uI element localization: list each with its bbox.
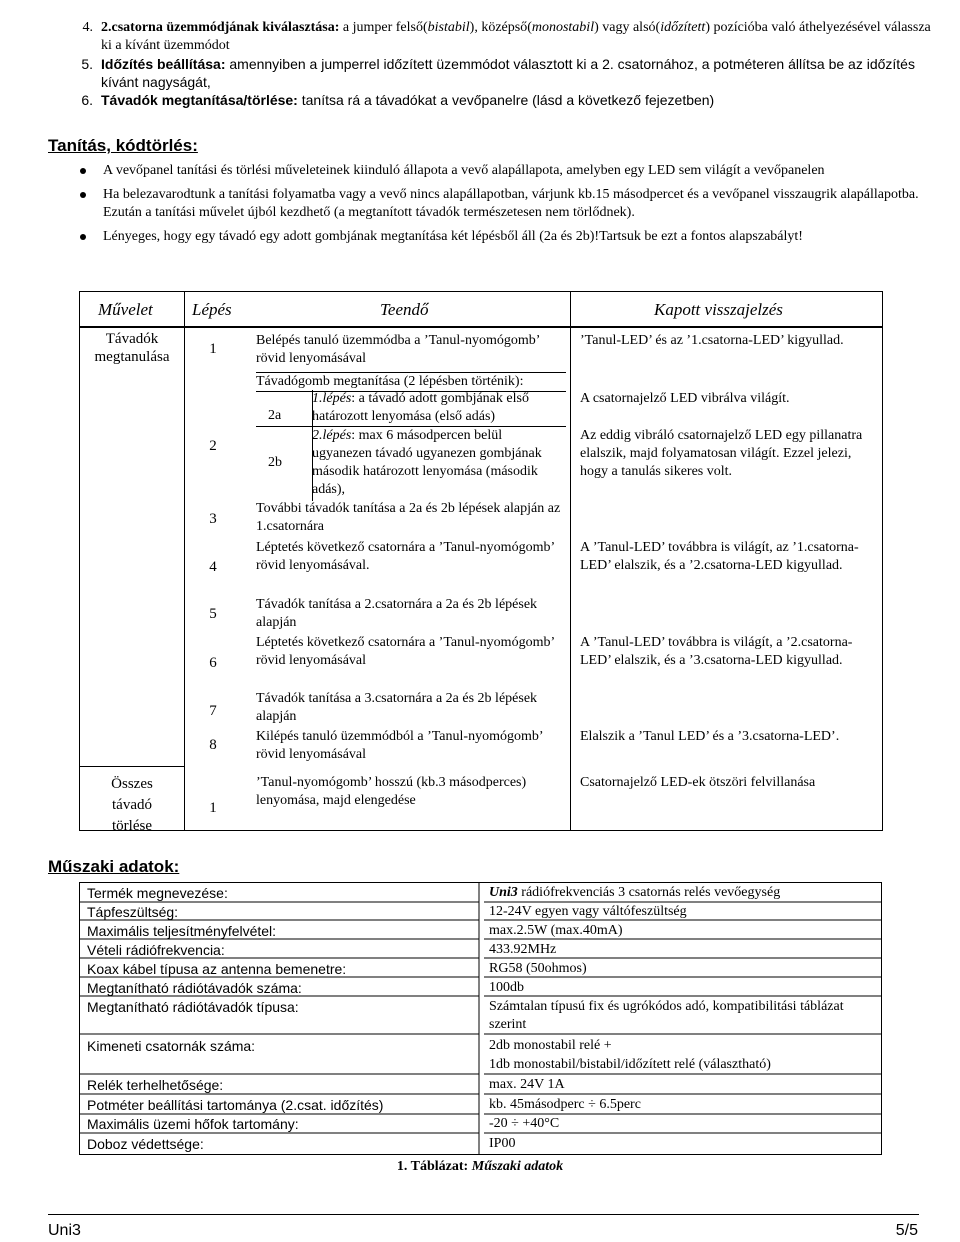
bullet-list [75, 162, 925, 252]
caption-label: 1. Táblázat: [396, 1159, 469, 1174]
tech-value: -20 ÷ +40°C [489, 1116, 560, 1131]
text: ) pozícióba való áthelyezésével válassza ki a kívánt üzemmódot [101, 20, 931, 53]
operation-delete-all: Összes távadó törlése [111, 776, 153, 834]
step-number: 1 [209, 341, 217, 357]
action-text: ’Tanul-nyomógomb’ hosszú (kb.3 másodperces) lenyomása, majd elengedése [256, 775, 527, 808]
header-teendo: Teendő [380, 300, 429, 319]
text: ) vagy alsó( [594, 20, 661, 35]
step-number: 7 [209, 703, 217, 719]
text: tanítsa rá a távadókat a vevőpanelre (lásd a következő fejezetben) [297, 92, 715, 108]
divider [80, 766, 184, 767]
action-text: Kilépés tanuló üzemmódból a ’Tanul-nyomógomb’ rövid lenyomásával [256, 729, 543, 762]
feedback-text: A ’Tanul-LED’ továbbra is világít, az ’1.csatorna-LED’ elalszik, és a ’2.csatorna-LED kigyullad. [580, 540, 859, 573]
step-number: 3 [209, 511, 217, 527]
text: a jumper felső( [339, 20, 428, 35]
substep-divider [256, 390, 313, 426]
tech-label: Vételi rádiófrekvencia: [87, 942, 225, 958]
operation-table [79, 291, 883, 834]
text: bistabil [427, 20, 470, 35]
feedback-text: ’Tanul-LED’ és az ’1.csatorna-LED’ kigyullad. [580, 333, 844, 348]
action-text: Léptetés következő csatornára a ’Tanul-nyomógomb’ rövid lenyomásával. [256, 540, 555, 573]
tech-label: Koax kábel típusa az antenna bemenetre: [87, 961, 347, 977]
action-text [312, 427, 564, 499]
tech-value: 2db monostabil relé + [489, 1038, 612, 1053]
tech-label: Doboz védettsége: [87, 1136, 204, 1152]
tech-label: Tápfeszültség: [87, 904, 179, 920]
header-lepes: Lépés [192, 300, 232, 319]
tech-value: kb. 45másodperc ÷ 6.5perc [489, 1097, 641, 1112]
tech-value: 433.92MHz [489, 942, 557, 957]
column-divider [184, 292, 185, 830]
product-name: Uni3 [489, 885, 518, 900]
caption-title: Műszaki adatok [471, 1159, 564, 1174]
bullet-item: Lényeges, hogy egy távadó egy adott gombjának megtanítása két lépésből áll (2a és 2b)!Tartsuk be ezt a fontos alapszabályt! [75, 228, 925, 246]
step-number: 2 [209, 438, 217, 454]
feedback-text: Csatornajelző LED-ek ötszöri felvillanása [580, 775, 816, 790]
step-number: 4 [209, 559, 217, 575]
table-header [80, 292, 882, 328]
section-title-tech: Műszaki adatok: [48, 857, 180, 876]
action-text: Távadók tanítása a 2.csatornára a 2a és 2b lépések alapján [256, 597, 538, 630]
text: rádiófrekvenciás 3 csatornás relés vevőegység [517, 885, 781, 900]
feedback-text: A csatornajelző LED vibrálva világít. [580, 391, 790, 406]
action-text: További távadók tanítása a 2a és 2b lépések alapján az 1.csatornára [256, 501, 561, 534]
step-italic: 1.lépés [312, 391, 352, 406]
feedback-text: A ’Tanul-LED’ továbbra is világít, a ’2.csatorna-LED’ elalszik, és a ’3.csatorna-LED kigyullad. [580, 635, 853, 668]
tech-label: Termék megnevezése: [87, 885, 228, 901]
page-footer [48, 1222, 918, 1240]
tech-label: Megtanítható rádiótávadók száma: [87, 980, 302, 996]
list-item [65, 19, 945, 55]
step-number: 6 [209, 655, 217, 671]
tech-value: IP00 [489, 1136, 516, 1151]
tech-label: Maximális üzemi hőfok tartomány: [87, 1116, 299, 1132]
list-item-heading: Távadók megtanítása/törlése: [101, 92, 298, 108]
list-number: 4. [82, 20, 93, 35]
numbered-list [65, 19, 945, 109]
footer-rule [48, 1214, 919, 1215]
step-number: 1 [209, 800, 217, 816]
step-number: 5 [209, 606, 217, 622]
tech-value: max.2.5W (max.40mA) [489, 923, 623, 938]
text: monostabil [531, 20, 595, 35]
action-text: Távadógomb megtanítása (2 lépésben történik): [256, 372, 566, 392]
action-text: Belépés tanuló üzemmódba a ’Tanul-nyomógomb’ rövid lenyomásával [256, 333, 540, 366]
column-divider [570, 292, 571, 830]
tech-label: Potméter beállítási tartománya (2.csat. időzítés) [87, 1097, 384, 1113]
step-italic: 2.lépés [312, 428, 352, 443]
tech-value [489, 884, 780, 902]
tech-label: Maximális teljesítményfelvétel: [87, 923, 277, 939]
tech-label: Kimeneti csatornák száma: [87, 1038, 256, 1054]
bullet-item: Ha belezavarodtunk a tanítási folyamatba vagy a vevő nincs alapállapotban, várjunk kb.15 másodpercet és a vevőpanel visszaugrik alapállapotba. Ezután a tanítási művelet újból kezdhető (a megtanított távadók természetesen nem törlődnek). [75, 186, 925, 222]
list-item [65, 91, 945, 109]
list-item-heading: 2.csatorna üzemmódjának kiválasztása: [101, 20, 340, 35]
section-title-teach: Tanítás, kódtörlés: [48, 136, 198, 155]
feedback-text: Az eddig vibráló csatornajelző LED egy pillanatra elalszik, majd folyamatosan világít. Ezzel jelezi, hogy a tanulás sikeres volt. [580, 428, 863, 479]
footer-product: Uni3 [48, 1222, 81, 1239]
tech-label: Relék terhelhetősége: [87, 1077, 224, 1093]
tech-value: max. 24V 1A [489, 1077, 565, 1092]
substep-label: 2a [268, 408, 282, 423]
text: időzített [660, 20, 706, 35]
list-item [65, 55, 945, 91]
step-number: 8 [209, 737, 217, 753]
list-item-heading: Időzítés beállítása: [101, 56, 226, 72]
substep-divider [256, 426, 313, 501]
tech-value: 1db monostabil/bistabil/időzített relé (választható) [489, 1057, 771, 1072]
tech-label: Megtanítható rádiótávadók típusa: [87, 999, 299, 1015]
bullet-item: A vevőpanel tanítási és törlési műveleteinek kiinduló állapota a vevő alapállapota, amelyben egy LED sem világít a vevőpanelen [75, 162, 925, 180]
text: ), középső( [469, 20, 532, 35]
header-kapott: Kapott visszajelzés [654, 300, 783, 319]
tech-value: 12-24V egyen vagy váltófeszültség [489, 904, 687, 919]
list-number: 6. [81, 92, 93, 108]
tech-value: RG58 (50ohmos) [489, 961, 587, 976]
page-number: 5/5 [895, 1222, 918, 1239]
action-text: Léptetés következő csatornára a ’Tanul-nyomógomb’ rövid lenyomásával [256, 635, 555, 668]
feedback-text: Elalszik a ’Tanul LED’ és a ’3.csatorna-LED’. [580, 729, 840, 744]
tech-table [79, 882, 882, 1155]
header-muvelet: Művelet [98, 300, 153, 319]
action-text [312, 390, 564, 426]
action-text: Távadók tanítása a 3.csatornára a 2a és 2b lépések alapján [256, 691, 538, 724]
text: : max 6 másodpercen belül ugyanezen távadó ugyanezen gombjának második határozott lenyomása (második adás), [312, 428, 542, 497]
text: amennyiben a jumperrel időzített üzemmódot választott ki a 2. csatornához, a potméteren állítsa be az időzítés kívánt nagyságát, [101, 56, 915, 90]
operation-teach: Távadók megtanulása [94, 331, 170, 365]
list-number: 5. [81, 56, 93, 72]
tech-value: 100db [489, 980, 524, 995]
text: : a távadó adott gombjának első határozott lenyomása (első adás) [312, 391, 529, 424]
substep-label: 2b [268, 455, 282, 470]
table-caption [0, 1158, 960, 1176]
tech-value: Számtalan típusú fix és ugrókódos adó, kompatibilitási táblázat szerint [489, 999, 844, 1032]
